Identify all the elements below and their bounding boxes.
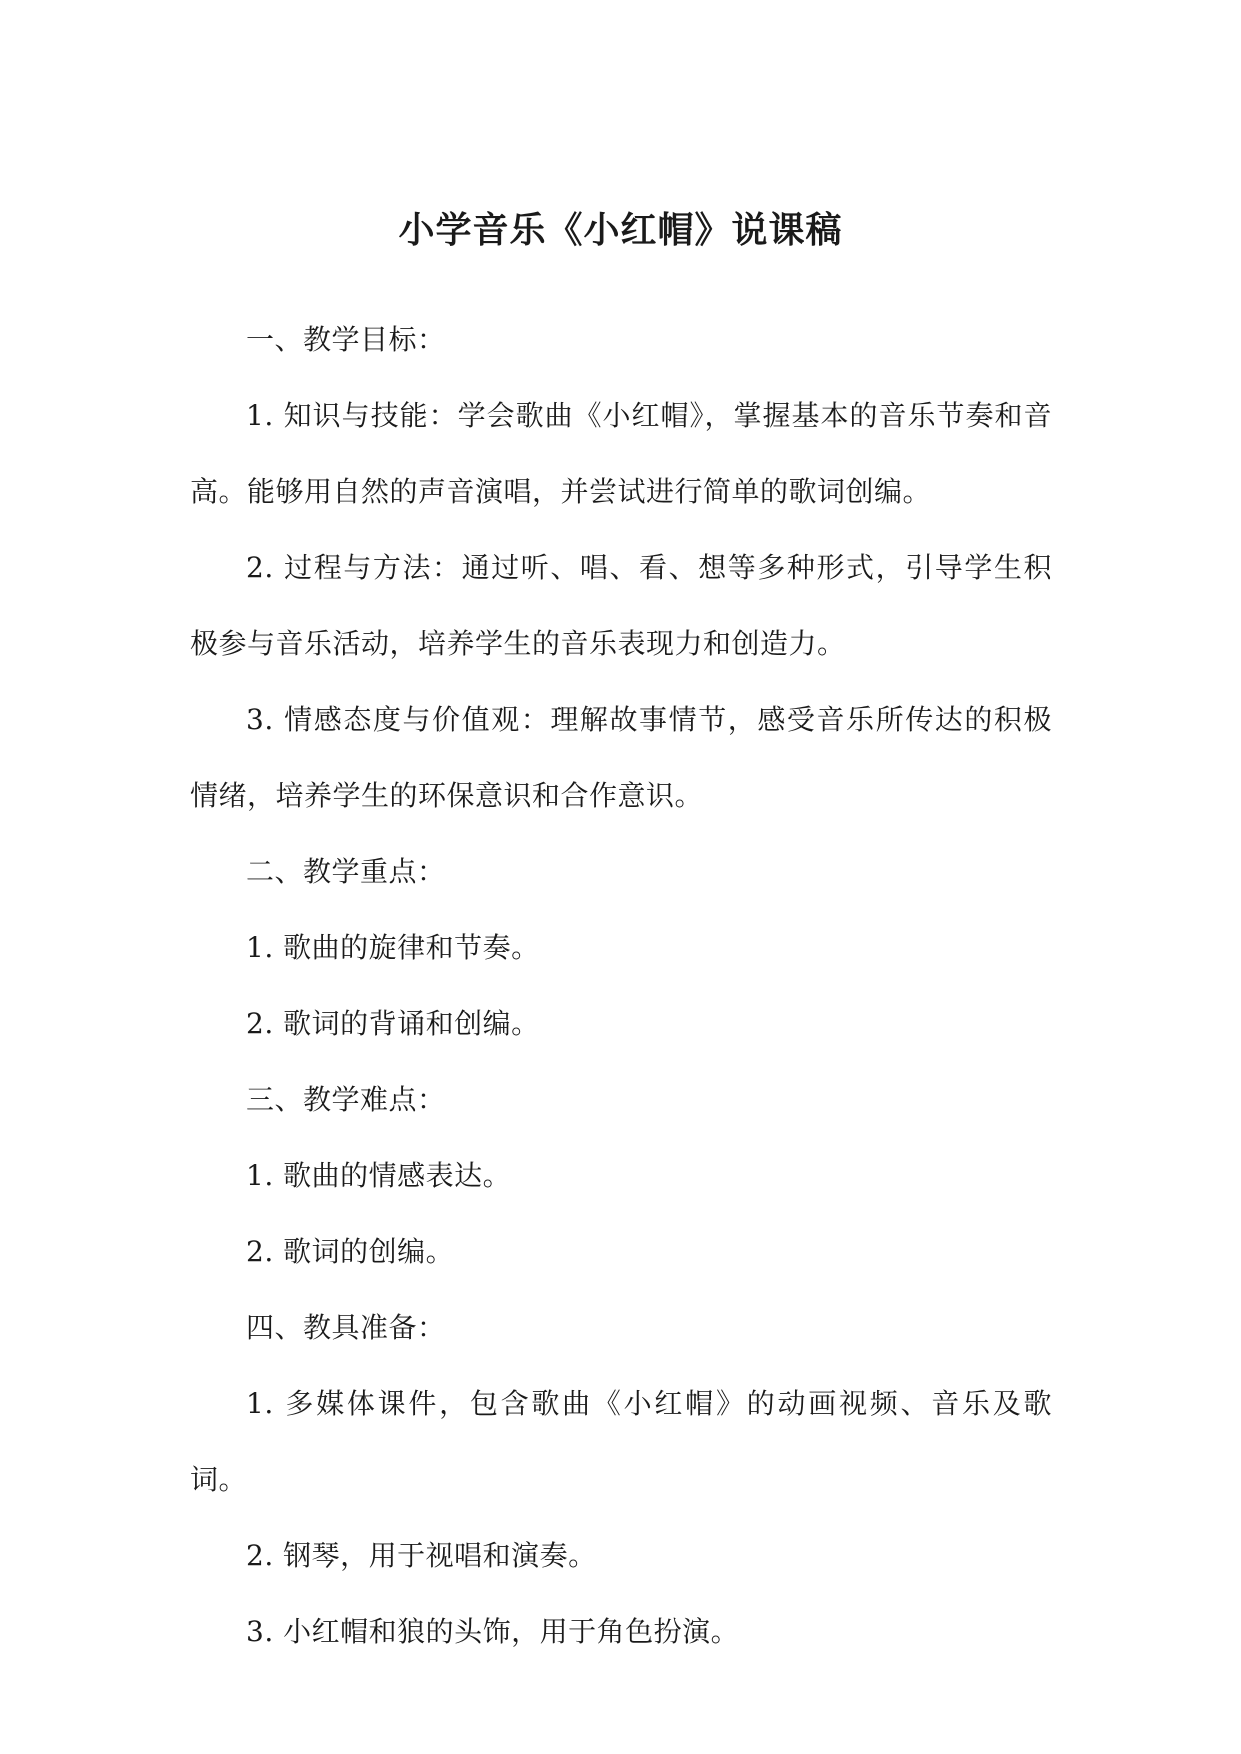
document-title: 小学音乐《小红帽》说课稿: [398, 210, 843, 252]
paragraph-knowledge-skills: 1. 知识与技能：学会歌曲《小红帽》，掌握基本的音乐节奏和音高。能够用自然的声音演唱，并尝试进行简单的歌词创编。: [190, 399, 1052, 508]
list-item: 1. 歌曲的旋律和节奏。: [246, 931, 540, 964]
section-heading-materials: 四、教具准备：: [246, 1311, 446, 1344]
list-item: 2. 歌词的创编。: [246, 1235, 455, 1268]
list-item: 2. 歌词的背诵和创编。: [246, 1007, 540, 1040]
section-heading-key-points: 二、教学重点：: [246, 855, 446, 888]
list-item: 2. 钢琴，用于视唱和演奏。: [246, 1539, 597, 1572]
section-heading-difficulties: 三、教学难点：: [246, 1083, 446, 1116]
section-heading-objectives: 一、教学目标：: [246, 323, 446, 356]
document-body: [190, 302, 1052, 1670]
list-item: 1. 歌曲的情感表达。: [246, 1159, 512, 1192]
list-item: 3. 小红帽和狼的头饰，用于角色扮演。: [246, 1615, 740, 1648]
list-item: 1. 多媒体课件，包含歌曲《小红帽》的动画视频、音乐及歌词。: [190, 1387, 1052, 1496]
paragraph-emotion-values: 3. 情感态度与价值观：理解故事情节，感受音乐所传达的积极情绪，培养学生的环保意识和合作意识。: [190, 703, 1052, 812]
paragraph-process-methods: 2. 过程与方法：通过听、唱、看、想等多种形式，引导学生积极参与音乐活动，培养学生的音乐表现力和创造力。: [190, 551, 1052, 660]
